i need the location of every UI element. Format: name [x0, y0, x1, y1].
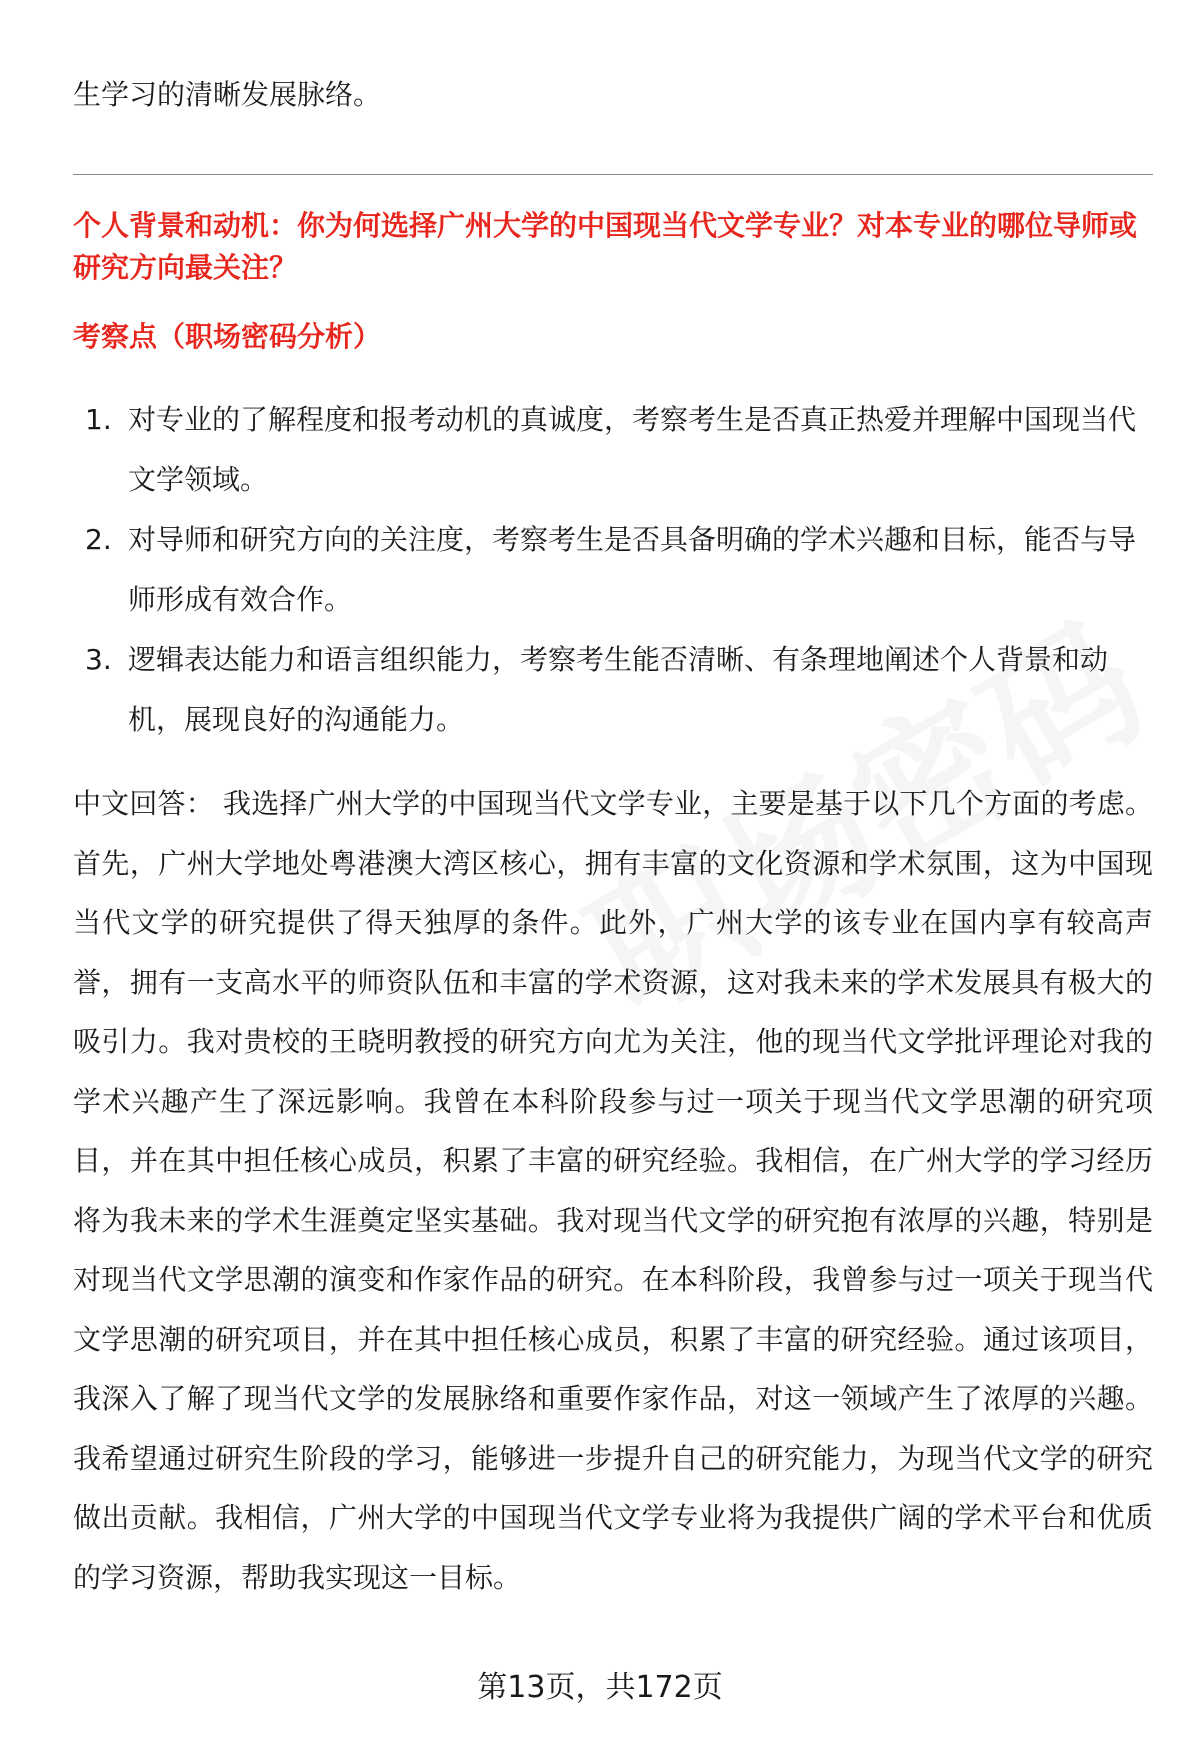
assessment-points-heading: 考察点（职场密码分析） — [73, 320, 382, 353]
list-item-text: 对导师和研究方向的关注度，考察考生是否具备明确的学术兴趣和目标，能否与导师形成有效合作。 — [128, 523, 1137, 616]
list-item-number: 2. — [85, 523, 112, 556]
list-item-number: 3. — [85, 643, 112, 676]
answer-paragraph: 中文回答： 我选择广州大学的中国现当代文学专业，主要是基于以下几个方面的考虑。首先，广州大学地处粤港澳大湾区核心，拥有丰富的文化资源和学术氛围，这为中国现当代文学的研究提供了得天独厚的条件。此外，广州大学的该专业在国内享有较高声誉，拥有一支高水平的师资队伍和丰富的学术资源，这对我未来的学术发展具有极大的吸引力。我对贵校的王晓明教授的研究方向尤为关注，他的现当代文学批评理论对我的学术兴趣产生了深远影响。我曾在本科阶段参与过一项关于现当代文学思潮的研究项目，并在其中担任核心成员，积累了丰富的研究经验。我相信，在广州大学的学习经历将为我未来的学术生涯奠定坚实基础。我对现当代文学的研究抱有浓厚的兴趣，特别是对现当代文学思潮的演变和作家作品的研究。在本科阶段，我曾参与过一项关于现当代文学思潮的研究项目，并在其中担任核心成员，积累了丰富的研究经验。通过该项目，我深入了解了现当代文学的发展脉络和重要作家作品，对这一领域产生了浓厚的兴趣。我希望通过研究生阶段的学习，能够进一步提升自己的研究能力，为现当代文学的研究做出贡献。我相信，广州大学的中国现当代文学专业将为我提供广阔的学术平台和优质的学习资源，帮助我实现这一目标。 — [73, 787, 1153, 1594]
intro-text: 生学习的清晰发展脉络。 — [73, 78, 382, 111]
question-heading: 个人背景和动机：你为何选择广州大学的中国现当代文学专业？对本专业的哪位导师或研究方向最关注？ — [73, 209, 1138, 284]
list-item-text: 对专业的了解程度和报考动机的真诚度，考察考生是否真正热爱并理解中国现当代文学领域。 — [128, 403, 1137, 496]
section-divider — [73, 174, 1153, 175]
list-item — [73, 510, 1153, 630]
list-item — [73, 630, 1153, 750]
list-item-text: 逻辑表达能力和语言组织能力，考察考生能否清晰、有条理地阐述个人背景和动机，展现良好的沟通能力。 — [128, 643, 1109, 736]
list-item — [73, 390, 1153, 510]
page-number-footer: 第13页，共172页 — [477, 1670, 723, 1705]
list-item-number: 1. — [85, 403, 112, 436]
assessment-points-list — [73, 390, 1153, 750]
